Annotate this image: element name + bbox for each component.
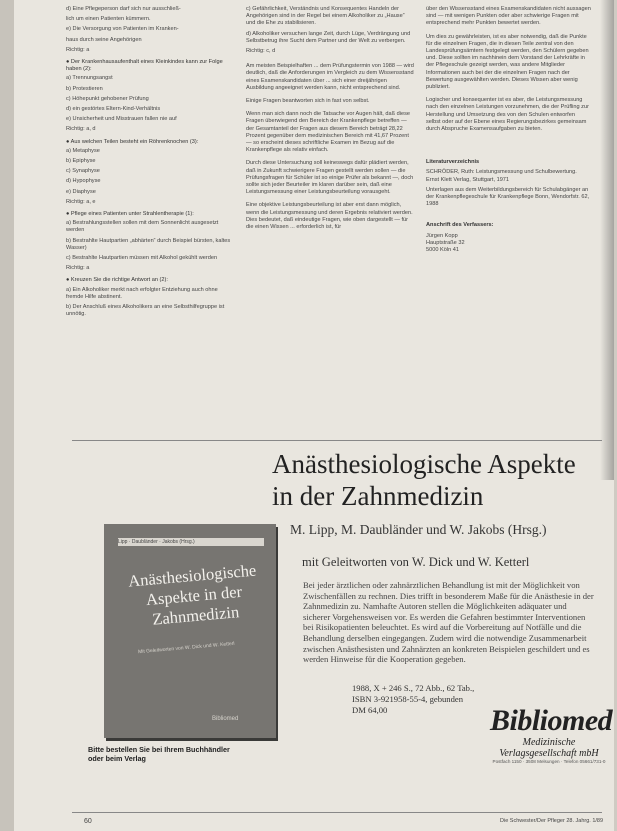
book-band: Lipp · Daubländer · Jakobs (Hrsg.): [118, 538, 264, 546]
ad-contributors: mit Geleitworten von W. Dick und W. Ketterl: [302, 555, 530, 569]
option: d) Hypophyse: [66, 178, 101, 185]
paragraph: Wenn man sich dann noch die Tatsache vor Augen hält, daß diese Fragen überwiegend den Bereich der Krankenpflege betreffen — der Gesamtanteil der Fragen aus diesem Bereich beträgt 28,22 Prozent gegenüber dem medizinischen Bereich mit 41,67 Prozent — so erscheint dieses schriftliche Examen im Bezug auf die Krankenpflege als relativ einfach.: [246, 111, 410, 154]
address-line: Jürgen Kopp: [426, 232, 458, 239]
option: a) Trennungsangst: [66, 75, 113, 82]
answer: Richtig: a, d: [66, 126, 96, 133]
answer: Richtig: a: [66, 265, 90, 272]
order-line: oder beim Verlag: [88, 754, 146, 763]
author-address-heading: Anschrift des Verfassers:: [426, 222, 494, 229]
col1-line: haus durch seine Angehörigen: [66, 36, 142, 43]
literature-entry: SCHRÖDER, Ruth: Leistungsmessung und Schulbewertung. Ernst Klett Verlag, Stuttgart, 1971: [426, 169, 577, 183]
ad-title-line2: in der Zahnmedizin: [272, 481, 484, 511]
option: c) Höhepunkt gehobener Prüfung: [66, 95, 149, 102]
col1-line: lich um einen Patienten kümmern.: [66, 16, 151, 23]
ad-authors: M. Lipp, M. Daubländer und W. Jakobs (Hrsg.): [290, 522, 547, 537]
journal-footer: Die Schwester/Der Pfleger 28. Jahrg. 1/89: [500, 818, 604, 824]
book-cover-authors: Mit Geleitworten von W. Dick und W. Ketterl: [137, 640, 235, 656]
address-line: 5000 Köln 41: [426, 247, 459, 254]
question: ● Aus welchen Teilen besteht ein Röhrenknochen (3):: [66, 138, 199, 145]
fact-line: 1988, X + 246 S., 72 Abb., 62 Tab.,: [352, 683, 475, 693]
option: c) Gefährlichkeit, Verständnis und Konsequentes Handeln der Angehörigen sind in der Regel bei einem Alkoholiker zu „Hause“ und die Ehe zu stabilisieren.: [246, 6, 405, 27]
ad-description: Bei jeder ärztlichen oder zahnärztlichen Behandlung ist mit der Möglichkeit von Zwischenfällen zu rechnen. Dies trifft in besonderem Maße für die Anästhesie in der Zahnmedizin zu. Namhafte Autoren stellen die Möglichkeiten adäquater und sicherer Vorgehensweisen vor. Es werden die Gefahren bestimmter Interventionen bei Risikopatienten beleuchtet. Es wird auf die Vorbereitung auf Notfälle und die Behandlung derselben eingegangen. Zudem wird die notwendige Zusammenarbeit zwischen Anästhesisten und Zahnärzten an konkreten Beispielen geschildert und es werden Hinweise für die Kooperation gegeben.: [303, 580, 594, 665]
option: e) Unsicherheit und Misstrauen fallen nie auf: [66, 116, 177, 123]
option: a) Bestrahlungsstellen sollen mit dem Sonnenlicht ausgesetzt werden: [66, 220, 219, 234]
option: b) Der Anschluß eines Alkoholikers an eine Selbsthilfegruppe ist unnötig.: [66, 304, 225, 318]
page-binding: [0, 0, 14, 831]
page-number: 60: [84, 818, 92, 825]
option: e) Diaphyse: [66, 188, 96, 195]
option: b) Epiphyse: [66, 158, 96, 165]
option: a) Metaphyse: [66, 147, 100, 154]
literature-heading: Literaturverzeichnis: [426, 159, 480, 166]
logo-subtitle: Medizinische Verlagsgesellschaft mbH: [499, 737, 599, 759]
paragraph: Einige Fragen beantworten sich in fast von selbst.: [246, 98, 370, 105]
option: c) Synaphyse: [66, 168, 100, 175]
answer: Richtig: a, e: [66, 198, 96, 205]
ad-book-facts: [352, 683, 474, 716]
literature-entry: Unterlagen aus dem Weiterbildungsbereich für Schulabgänger an der Krankenpflegeschule für Krankenpflege Bonn, Wendorfstr. 62, 1988: [426, 186, 590, 208]
paragraph: Am meisten Beispielhaften ... dem Prüfungstermin von 1988 — wird deutlich, daß die Anforderungen im Vergleich zu dem Wissensstand eines Examenskandidaten über ... sich einer dreijährigen Ausbildung angeeignet werden kann, nicht entsprechend sind.: [246, 63, 414, 91]
paragraph: über den Wissensstand eines Examenskandidaten nicht aussagen sind — mit wenigen Punkten oder aber schwierige Fragen mit entsprechend mehr Punkten bewertet werden.: [426, 6, 591, 27]
fact-line: ISBN 3-921958-55-4, gebunden: [352, 694, 463, 704]
answer: Richtig: c, d: [246, 48, 276, 55]
paragraph: Logischer und konsequenter ist es aber, die Leistungsmessung nach den einzelnen Leistungen vorzunehmen, die der Prüfling zur Herstellung und Umsetzung des von den Schulen entworfen selbst oder auf der Ebene eines Regierungsbezirkes gemeinsam durch Abspruche Examensaufgaben zu bieten.: [426, 97, 589, 133]
option: b) Bestrahlte Hautpartien „abhärten“ durch Beispiel bürsten, kaltes Wasser): [66, 237, 231, 251]
question: ● Der Krankenhausaufenthalt eines Kleinkindes kann zur Folge haben (2):: [66, 59, 223, 73]
ad-top-rule: [72, 440, 602, 441]
paragraph: Eine objektive Leistungsbeurteilung ist aber erst dann möglich, wenn die Leistungsmessung und deren Ergebnis relativiert werden. Dies bedeutet, daß eindeutige Fragen, wie oben dargestellt — für die einen Wissen ... erforderlich ist, für: [246, 202, 413, 231]
logo-name: Bibliomed: [490, 704, 613, 737]
book-cover-title: Anästhesiologische Aspekte in der Zahnmedizin: [127, 560, 257, 629]
paragraph: Durch diese Untersuchung soll keineswegs dafür plädiert werden, daß in Zukunft schwierigere Fragen gestellt werden sollen — die Prüfungsfragen für Schüler ist so einige Prüfer als bekannt —, doch sollte sich jeder Beurteiler im klaren darüber sein, daß eine Leistungsmessung einer Leistungsbeurteilung vorausgeht.: [246, 160, 414, 196]
address-line: Hauptstraße 32: [426, 239, 465, 246]
logo-address: Postfach 1150 · 3508 Melsungen · Telefon 05661/731-0: [492, 759, 606, 764]
page-edge-shadow: [600, 0, 614, 480]
book-cover-image: [104, 524, 276, 738]
book-cover-publisher: Bibliomed: [212, 716, 239, 722]
question: ● Pflege eines Patienten unter Strahlentherapie (1):: [66, 211, 194, 218]
option: a) Ein Alkoholiker merkt nach erfolgter Entziehung auch ohne fremde Hilfe abstinent.: [66, 286, 218, 300]
footer-rule: [72, 812, 602, 813]
order-line: Bitte bestellen Sie bei Ihrem Buchhändler: [88, 745, 230, 754]
question: ● Kreuzen Sie die richtige Antwort an (2):: [66, 277, 168, 284]
order-note: [88, 745, 230, 763]
col1-line: e) Die Versorgung von Patienten im Kranken-: [66, 26, 179, 33]
option: d) Alkoholiker versuchen lange Zeit, durch Lüge, Verdrängung und Selbstbetrug ihre Sucht dem Partner und der Welt zu verbergen.: [246, 30, 411, 44]
paragraph: Um dies zu gewährleisten, ist es aber notwendig, daß die Punkte für die einzelnen Fragen, die in diesen Teile zentral von den Landesprüfungsämtern festgelegt werden, den Schülern gegeben und. Diese sollten im nachhinein dem Vorstand der Lehrkräfte in der Pflegeschule gezeigt werden, was andere Mitglieder Informationen auch bei der die einzelnen Fragen nach der Bewertung ausgewählten werden. Dieses Wissen aber wenig publiziert.: [426, 33, 589, 91]
column-2: [246, 6, 414, 234]
column-3: [426, 6, 591, 254]
option: b) Protestieren: [66, 85, 103, 92]
ad-title-line1: Anästhesiologische Aspekte: [272, 449, 576, 479]
fact-line: DM 64,00: [352, 705, 388, 715]
column-1: [66, 6, 234, 322]
option: d) ein gestörtes Eltern-Kind-Verhältnis: [66, 106, 161, 113]
answer: Richtig: a: [66, 46, 90, 53]
col1-line: d) Eine Pflegeperson darf sich nur ausschließ-: [66, 6, 181, 12]
option: c) Bestrahlte Hautpartien müssen mit Alkohol gekühlt werden: [66, 255, 218, 262]
publisher-logo: [490, 704, 613, 765]
